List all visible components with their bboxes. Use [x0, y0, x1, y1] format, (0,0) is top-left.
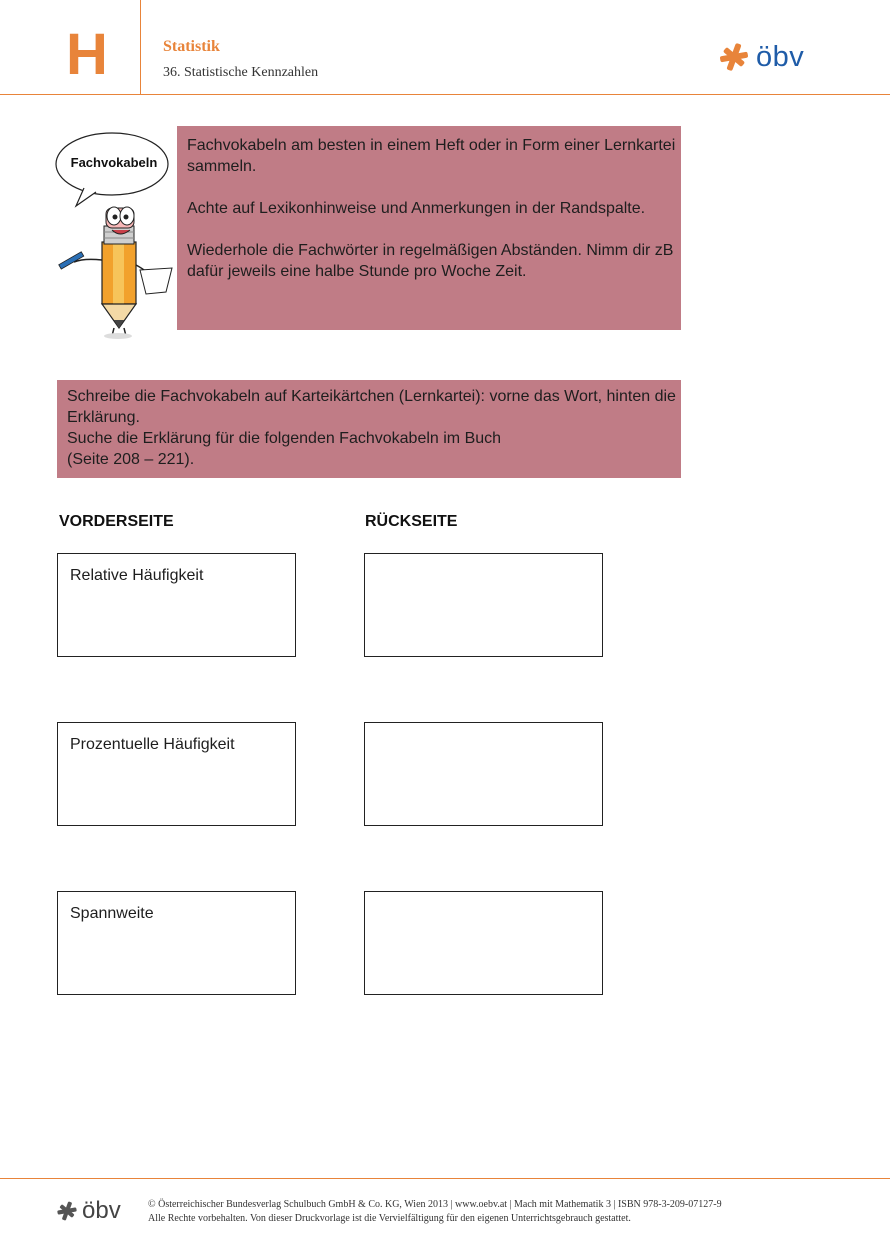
card-front-term: Prozentuelle Häufigkeit	[70, 736, 235, 753]
section-letter: H	[66, 22, 108, 87]
card-front	[57, 722, 296, 826]
card-back[interactable]	[364, 553, 603, 657]
tip-paragraph: Achte auf Lexikonhinweise und Anmerkungen in der Randspalte.	[187, 200, 646, 217]
task-line: Schreibe die Fachvokabeln auf Karteikärtchen (Lernkartei): vorne das Wort, hinten die Erklärung.	[67, 388, 676, 426]
back-column-heading: RÜCKSEITE	[365, 513, 458, 530]
task-box	[57, 380, 681, 478]
tips-box	[177, 126, 681, 330]
task-line: Suche die Erklärung für die folgenden Fachvokabeln im Buch	[67, 430, 502, 447]
card-front	[57, 891, 296, 995]
tip-paragraph: Fachvokabeln am besten in einem Heft oder in Form einer Lernkartei sammeln.	[187, 137, 676, 175]
footer-logo	[56, 1199, 121, 1223]
subject-title: Statistik	[163, 38, 220, 55]
card-back[interactable]	[364, 891, 603, 995]
footer-line-2: Alle Rechte vorbehalten. Von dieser Druckvorlage ist die Vervielfältigung für den eigenen Unterrichtsgebrauch gestattet.	[148, 1213, 631, 1224]
front-column-heading: VORDERSEITE	[59, 513, 174, 530]
footer-logo-text: öbv	[82, 1197, 121, 1224]
chapter-title: 36. Statistische Kennzahlen	[163, 65, 319, 80]
card-front-term: Relative Häufigkeit	[70, 567, 204, 584]
speech-bubble-text: Fachvokabeln	[70, 155, 158, 170]
footer-line-1: © Österreichischer Bundesverlag Schulbuch GmbH & Co. KG, Wien 2013 | www.oebv.at | Mach mit Mathematik 3 | ISBN 978-3-209-07127-9	[148, 1199, 722, 1210]
header-divider-vertical	[140, 0, 141, 94]
card-back[interactable]	[364, 722, 603, 826]
card-front	[57, 553, 296, 657]
publisher-logo	[718, 40, 804, 74]
star-icon	[56, 1200, 78, 1222]
logo-text: öbv	[756, 40, 805, 73]
tip-paragraph: Wiederhole die Fachwörter in regelmäßigen Abständen. Nimm dir zB dafür jeweils eine halbe Stunde pro Woche Zeit.	[187, 242, 674, 280]
footer-copyright	[148, 1198, 722, 1226]
footer-divider	[0, 1178, 890, 1179]
task-line: (Seite 208 – 221).	[67, 451, 195, 468]
card-front-term: Spannweite	[70, 905, 154, 922]
star-icon	[718, 41, 750, 73]
header-divider-horizontal	[0, 94, 890, 95]
